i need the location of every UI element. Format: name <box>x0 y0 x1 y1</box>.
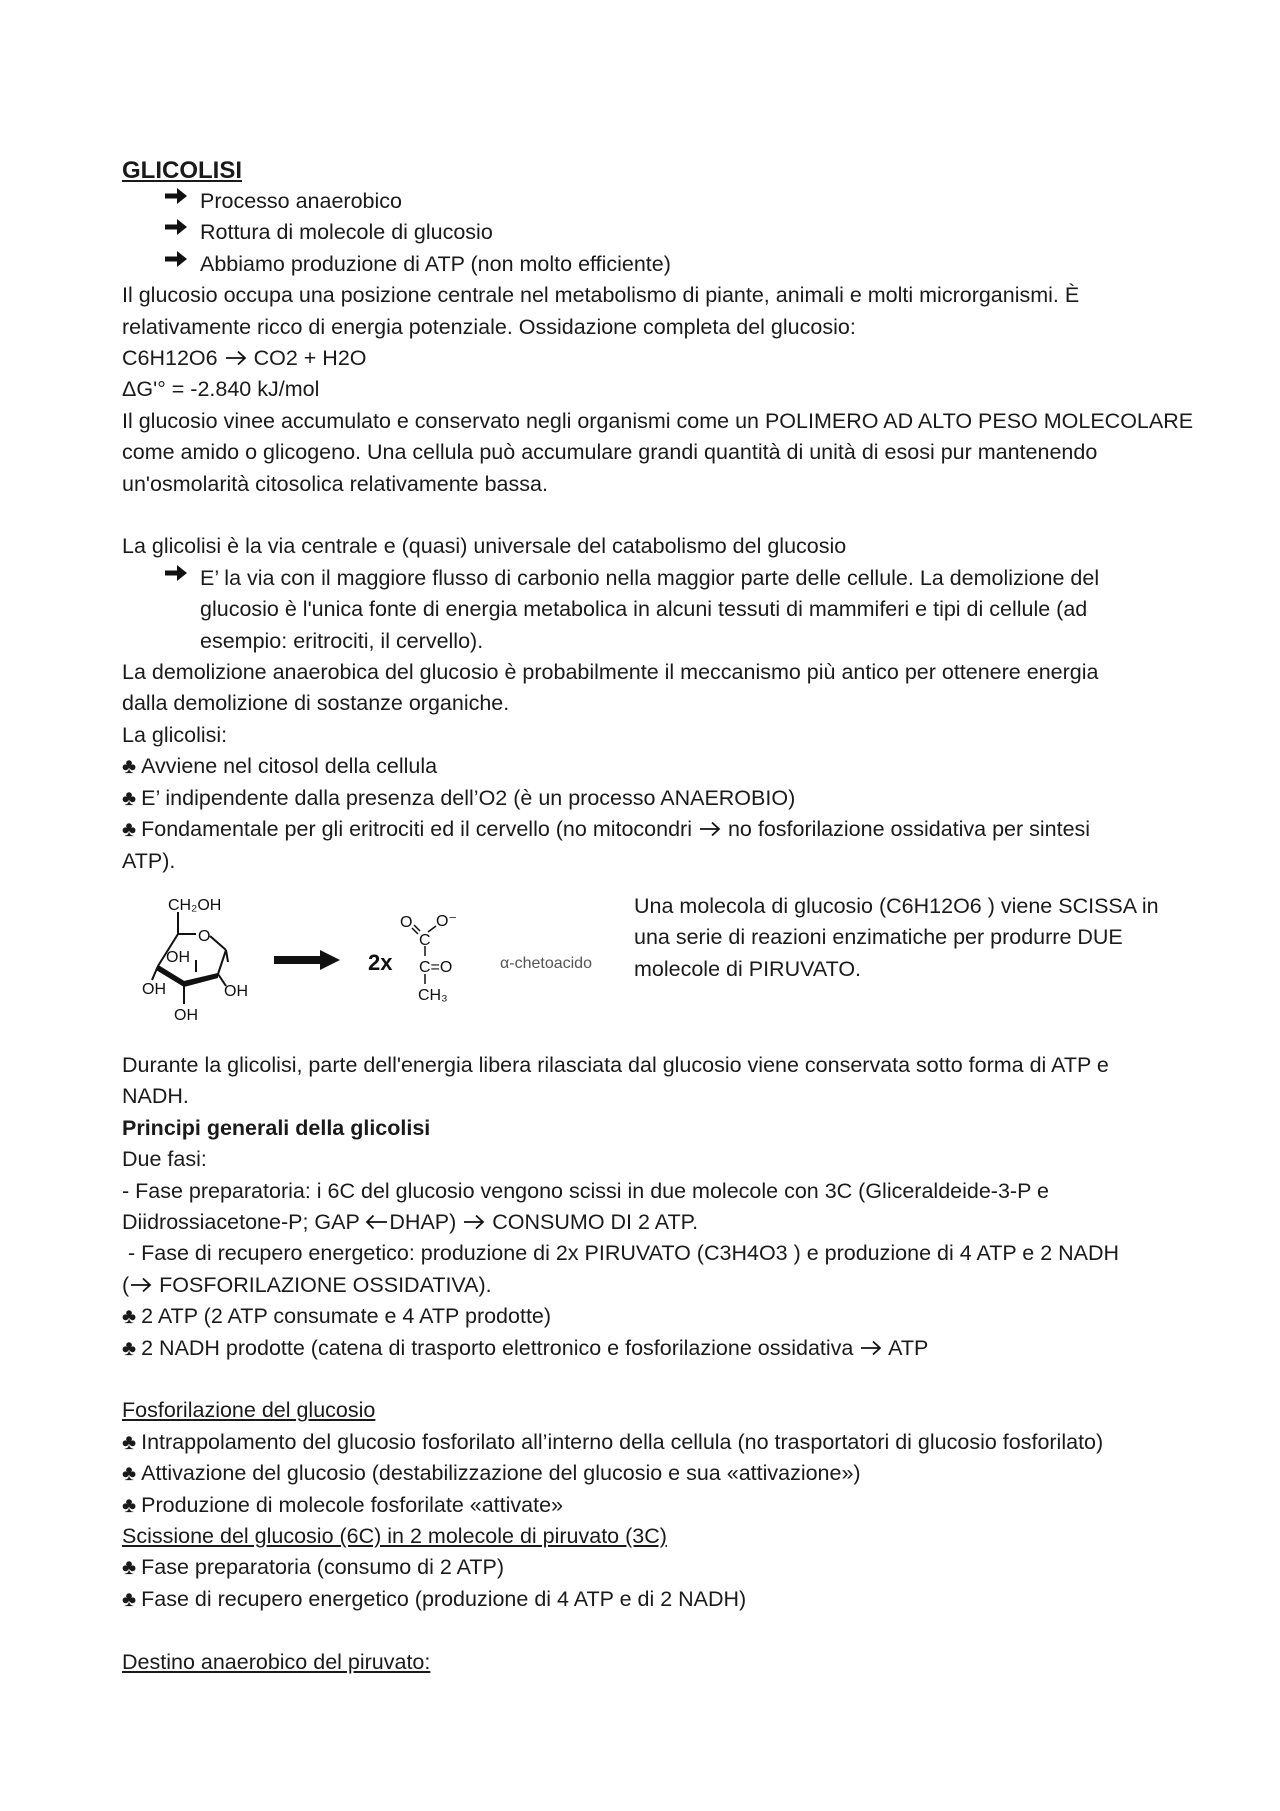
paragraph-line: - Fase di recupero energetico: produzione di 2x PIRUVATO (C3H4O3 ) e produzione di 4 ATP e 2 NADH <box>122 1241 1120 1266</box>
paragraph-line: Diidrossiacetone-P; GAP DHAP) CONSUMO DI 2 ATP. <box>122 1209 699 1234</box>
section-heading: Scissione del glucosio (6C) in 2 molecole di piruvato (3C) <box>122 1524 667 1548</box>
club-bullet-icon: ♣ <box>122 785 137 810</box>
bidirectional-arrow-icon <box>365 1212 389 1232</box>
ch2oh-label: CH₂OH <box>168 896 222 914</box>
oxygen-anion-label: O⁻ <box>436 912 457 930</box>
club-item: ♣ 2 ATP (2 ATP consumate e 4 ATP prodotte) <box>122 1301 1182 1332</box>
figure-caption: Una molecola di glucosio (C6H12O6 ) viene SCISSA in una serie di reazioni enzimatiche per produrre DUE molecole di PIRUVATO. <box>634 893 1159 981</box>
blank-line <box>122 500 1182 531</box>
oh-label: OH <box>142 980 166 998</box>
ring-oxygen-label: O <box>198 927 211 945</box>
paragraph-line: La glicolisi: <box>122 722 228 747</box>
club-item: ♣ Fondamentale per gli eritrociti ed il cervello (no mitocondri no fosforilazione ossidativa per sintesi <box>122 814 1182 845</box>
arrow-bullet-icon <box>164 217 188 237</box>
paragraph-line: ATP). <box>122 848 176 873</box>
document-page <box>122 154 1194 1678</box>
paragraph-line: - Fase preparatoria: i 6C del glucosio vengono scissi in due molecole con 3C (Gliceraldeide-3-P e <box>122 1178 1049 1203</box>
arrow-icon <box>859 1338 883 1358</box>
arrow-bullet-icon <box>164 563 188 583</box>
paragraph-line: Il glucosio occupa una posizione centrale nel metabolismo di piante, animali e molti microrganismi. È <box>122 283 1080 308</box>
paragraph-line: NADH. <box>122 1084 189 1109</box>
intro-bullet: Processo anaerobico <box>122 186 1182 217</box>
paragraph-line: La glicolisi è la via centrale e (quasi) universale del catabolismo del glucosio <box>122 534 847 559</box>
blank-line <box>122 1615 1182 1646</box>
oh-label: OH <box>174 1006 198 1024</box>
arrow-icon <box>129 1275 153 1295</box>
reaction-arrow-icon <box>224 348 248 368</box>
equation-reactant: C6H12O6 <box>122 346 218 371</box>
figure-row <box>122 890 1182 1030</box>
club-bullet-icon: ♣ <box>122 1461 137 1486</box>
intro-bullet: Abbiamo produzione di ATP (non molto efficiente) <box>122 249 1182 280</box>
page-title: GLICOLISI <box>122 157 242 184</box>
equation-product: CO2 + H2O <box>253 346 367 371</box>
club-item: ♣ Avviene nel citosol della cellula <box>122 751 1182 782</box>
club-item: ♣ E’ indipendente dalla presenza dell’O2 (è un processo ANAEROBIO) <box>122 783 1182 814</box>
oh-label: OH <box>224 982 248 1000</box>
section-heading: Principi generali della glicolisi <box>122 1115 431 1140</box>
glucose-to-pyruvate-figure <box>122 890 620 1030</box>
paragraph-line: Durante la glicolisi, parte dell'energia libera rilasciata dal glucosio viene conservata sotto forma di ATP e <box>122 1052 1109 1077</box>
section-heading: Fosforilazione del glucosio <box>122 1398 376 1423</box>
club-item: ♣ Fase preparatoria (consumo di 2 ATP) <box>122 1552 1182 1583</box>
paragraph-line: La demolizione anaerobica del glucosio è probabilmente il meccanismo più antico per ottenere energia <box>122 660 1099 685</box>
paragraph-line: relativamente ricco di energia potenziale. Ossidazione completa del glucosio: <box>122 314 856 339</box>
paragraph-line: Due fasi: <box>122 1147 207 1172</box>
club-bullet-icon: ♣ <box>122 1555 137 1580</box>
equation <box>122 343 1182 374</box>
multiplier: 2x <box>368 949 393 975</box>
club-item: ♣ 2 NADH prodotte (catena di trasporto elettronico e fosforilazione ossidativa ATP <box>122 1333 1182 1364</box>
blank-line <box>122 1364 1182 1395</box>
club-bullet-icon: ♣ <box>122 1304 137 1329</box>
methyl-label: CH₃ <box>418 986 448 1004</box>
reaction-arrow-icon <box>274 950 340 970</box>
club-item: ♣ Attivazione del glucosio (destabilizzazione del glucosio e sua «attivazione») <box>122 1458 1182 1489</box>
paragraph-line: Il glucosio vinee accumulato e conservato negli organismi come un POLIMERO AD ALTO PESO MOLECOLARE <box>122 408 1194 433</box>
oxygen-label: O <box>400 913 413 931</box>
carbonyl-label: C=O <box>419 958 453 976</box>
club-item: ♣ Produzione di molecole fosforilate «attivate» <box>122 1490 1182 1521</box>
oh-label: OH <box>166 948 190 966</box>
club-bullet-icon: ♣ <box>122 1429 137 1454</box>
arrow-bullet-icon <box>164 249 188 269</box>
delta-g: ΔG'° = -2.840 kJ/mol <box>122 377 320 402</box>
arrow-bullet-icon <box>164 186 188 206</box>
paragraph-line: un'osmolarità citosolica relativamente bassa. <box>122 471 548 496</box>
club-bullet-icon: ♣ <box>122 754 137 779</box>
intro-bullet: Rottura di molecole di glucosio <box>122 217 1182 248</box>
paragraph-line: ( FOSFORILAZIONE OSSIDATIVA). <box>122 1272 492 1297</box>
club-bullet-icon: ♣ <box>122 1586 137 1611</box>
club-bullet-icon: ♣ <box>122 1492 137 1517</box>
club-bullet-icon: ♣ <box>122 817 137 842</box>
arrow-paragraph: E’ la via con il maggiore flusso di carbonio nella maggior parte delle cellule. La demolizione del glucosio è l'unica fonte di energia metabolica in alcuni tessuti di mammiferi e tipi di cellule (ad esempio: eritrociti, il cervello). <box>122 563 1182 657</box>
chetoacido-label: α-chetoacido <box>500 954 592 972</box>
club-item: ♣ Fase di recupero energetico (produzione di 4 ATP e di 2 NADH) <box>122 1584 1182 1615</box>
arrow-icon <box>462 1212 486 1232</box>
carboxyl-carbon-label: C <box>419 931 431 949</box>
section-heading: Destino anaerobico del piruvato: <box>122 1649 431 1674</box>
paragraph-line: dalla demolizione di sostanze organiche. <box>122 691 510 716</box>
club-bullet-icon: ♣ <box>122 1335 137 1360</box>
club-item: ♣ Intrappolamento del glucosio fosforilato all’interno della cellula (no trasportatori di glucosio fosforilato) <box>122 1427 1182 1458</box>
arrow-icon <box>698 819 722 839</box>
paragraph-line: come amido o glicogeno. Una cellula può accumulare grandi quantità di unità di esosi pur mantenendo <box>122 440 1098 465</box>
